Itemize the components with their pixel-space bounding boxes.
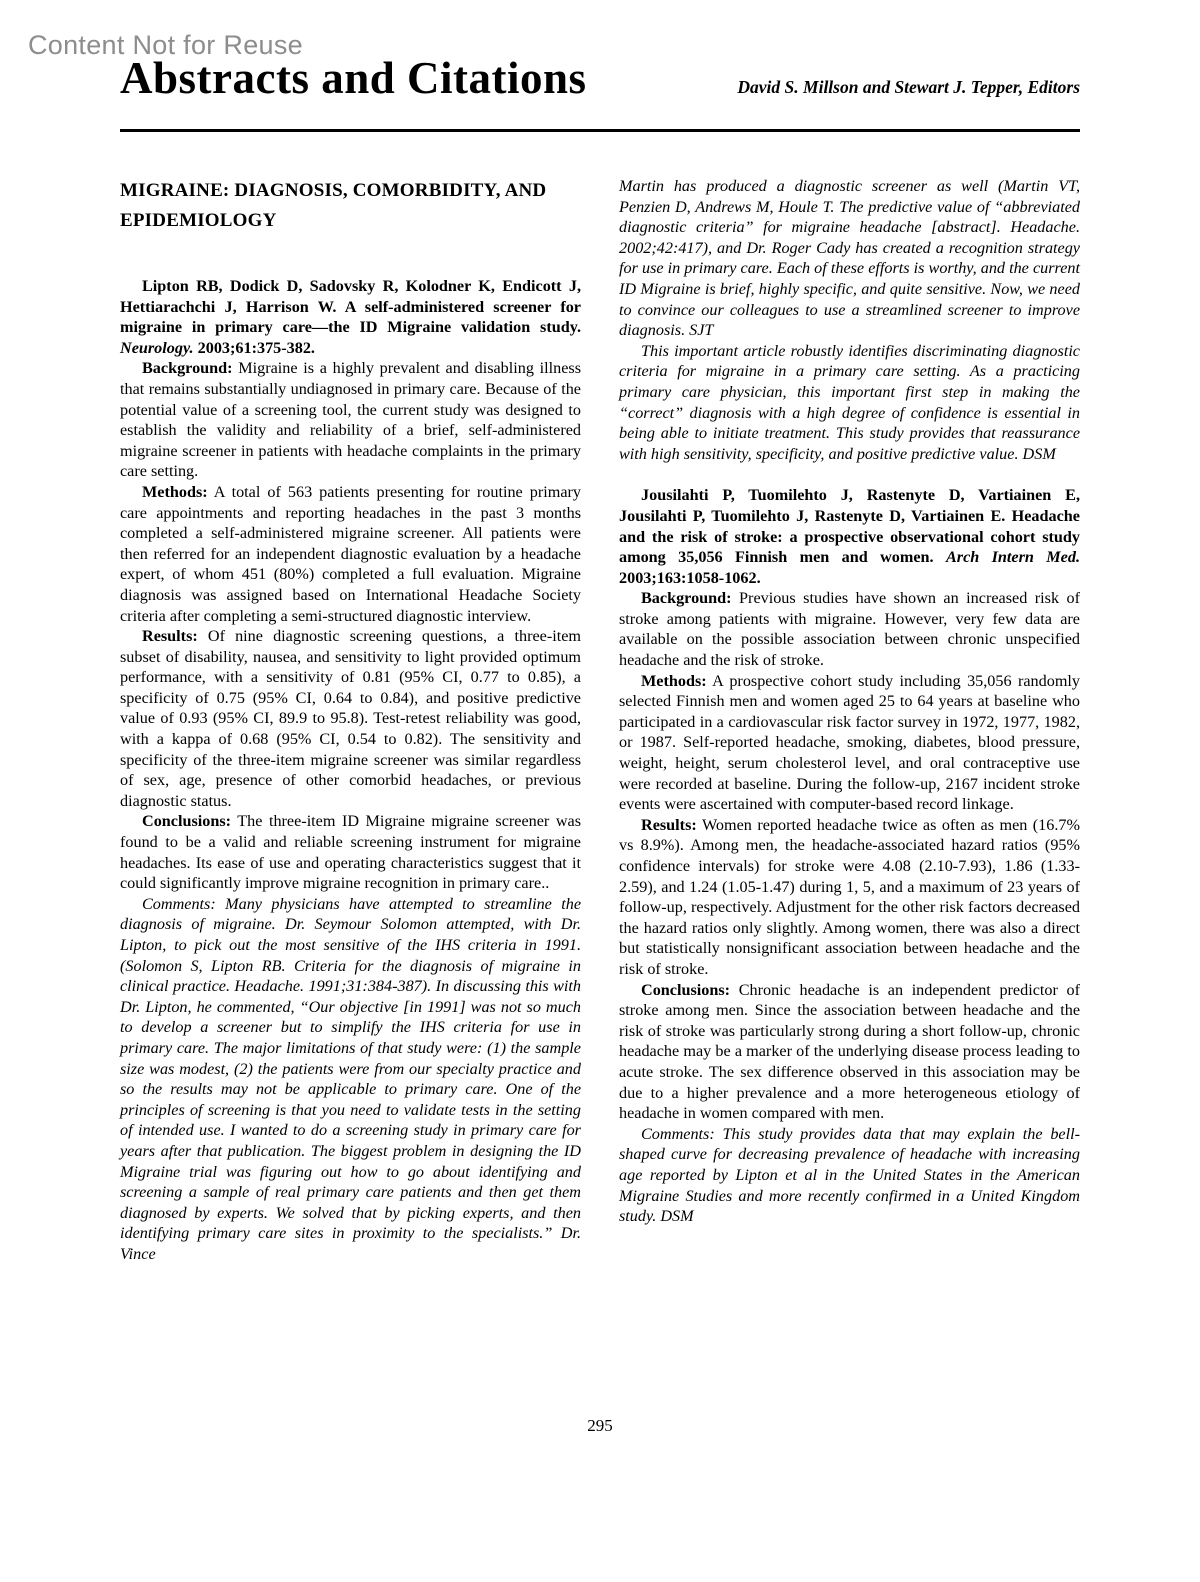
masthead [120,52,1080,104]
abstract2-background [619,588,1080,670]
article-body [120,176,1080,1265]
watermark-text: Content Not for Reuse [28,30,303,60]
results-label: Results: [142,627,198,646]
citation-2-authors-title: Jousilahti P, Tuomilehto J, Rastenyte D, Vartiainen E, Jousilahti P, Tuomilehto J, Rastenyte D, Vartiainen E. Headache and the risk of stroke: a prospective observational cohort study among 35,056 Finnish men and women. [619,486,1080,567]
citation-2-pages: 2003;163:1058-1062. [619,568,761,587]
conclusions-label: Conclusions: [142,812,232,831]
conclusions-text: Chronic headache is an independent predictor of stroke among men. Since the association between headache and the risk of stroke was particularly strong during a short follow-up, chronic headache may be a marker of the underlying disease process leading to acute stroke. The sex difference observed in this association may be due to a higher prevalence and a more heterogeneous etiology of headache in women compared with men. [619,980,1080,1123]
abstract1-methods [120,482,581,626]
citation-2 [619,485,1080,588]
conclusions-text: The three-item ID Migraine migraine screener was found to be a valid and reliable screening instrument for migraine headaches. Its ease of use and operating characteristics suggest that it could significantly improve migraine recognition in primary care.. [120,812,581,893]
methods-text: A total of 563 patients presenting for routine primary care appointments and reporting headaches in the past 3 months completed a self-administered migraine screener. All patients were then referred for an independent diagnostic evaluation by a headache expert, of whom 451 (80%) completed a full evaluation. Migraine diagnosis was assigned based on International Headache Society criteria after completing a semi-structured diagnostic interview. [120,482,581,625]
abstract2-methods [619,671,1080,815]
citation-1-pages: 2003;61:375-382. [197,338,315,357]
results-text: Of nine diagnostic screening questions, a three-item subset of disability, nausea, and sensitivity to light provided optimum performance, with a sensitivity of 0.81 (95% CI, 0.77 to 0.85), a specificity of 0.75 (95% CI, 0.64 to 0.84), and positive predictive value of 0.93 (95% CI, 89.9 to 95.8). Test-retest reliability was good, with a kappa of 0.68 (95% CI, 0.54 to 0.82). The sensitivity and specificity of the three-item migraine screener was similar regardless of sex, age, presence of other comorbid headaches, or previous diagnostic status. [120,627,581,810]
background-text: Previous studies have shown an increased risk of stroke among patients with migraine. However, very few data are available on the possible association between chronic unspecified headache and the risk of stroke. [619,589,1081,670]
citation-1-authors-title: Lipton RB, Dodick D, Sadovsky R, Kolodner K, Endicott J, Hettiarachchi J, Harrison W. A self-administered screener for migraine in primary care—the ID Migraine validation study. [120,277,581,337]
comments-text: Many physicians have attempted to streamline the diagnosis of migraine. Dr. Seymour Solomon attempted, with Dr. Lipton, to pick out the most sensitive of the IHS criteria in 1991. (Solomon S, Lipton RB. Criteria for the diagnosis of migraine in clinical practice. Headache. 1991;31:384-387). In discussing this with Dr. Lipton, he commented, “Our objective [in 1991] was not so much to develop a screener but to simplify the IHS criteria for use in primary care. The major limitations of that study were: (1) the sample size was modest, (2) the patients were from our specialty practice and so the results may not be applicable to primary care. One of the principles of screening is that you need to validate tests in the setting of intended use. I wanted to do a screening study in primary care for years after that publication. The biggest problem in designing the ID Migraine trial was figuring out how to go about identifying and screening a sample of real primary care patients and then get them diagnosed by experts. We solved that by picking experts, and then identifying primary care sites in proximity to the specialists.” Dr. Vince [120,894,581,1263]
comments-label: Comments: [142,894,216,913]
citation-1 [120,276,581,358]
citation-1-journal: Neurology. [120,338,194,357]
page-number: 295 [587,1416,613,1435]
results-label: Results: [641,815,697,834]
abstract2-conclusions [619,980,1080,1124]
abstract2-comments [619,1124,1080,1227]
comments-label: Comments: [641,1124,715,1143]
abstract1-comments-dsm: This important article robustly identifies discriminating diagnostic criteria for migraine in a primary care setting. As a practicing primary care physician, this important first step in making the “correct” diagnosis with a high degree of confidence is essential in being able to initiate treatment. This study provides that reassurance with high sensitivity, specificity, and positive predictive value. DSM [619,341,1080,463]
right-column [619,176,1080,1265]
abstract1-comments [120,894,581,1265]
abstract2-results [619,815,1080,980]
background-label: Background: [641,589,732,608]
background-text: Migraine is a highly prevalent and disabling illness that remains substantially undiagnosed in primary care. Because of the potential value of a screening tool, the current study was designed to establish the validity and reliability of a brief, self-administered migraine screener in patients with headache complaints in the primary care setting. [120,359,581,481]
abstract1-conclusions [120,811,581,893]
abstract1-background [120,358,581,482]
citation-2-journal: Arch Intern Med. [945,548,1080,567]
abstract1-results [120,626,581,811]
page-title: Abstracts and Citations [120,53,587,103]
abstract1-comments-continued: Martin has produced a diagnostic screener as well (Martin VT, Penzien D, Andrews M, Houle T. The predictive value of “abbreviated diagnostic criteria” for migraine headache [abstract]. Headache. 2002;42:417), and Dr. Roger Cady has created a recognition strategy for use in primary care. Each of these efforts is worthy, and the current ID Migraine is brief, highly specific, and quite sensitive. Now, we need to convince our colleagues to use a streamlined screener to improve diagnosis. SJT [619,177,1080,340]
methods-label: Methods: [641,671,707,690]
comments-text: This study provides data that may explain the bell-shaped curve for decreasing prevalence of headache with increasing age reported by Lipton et al in the United States in the American Migraine Studies and more recently confirmed in a United Kingdom study. DSM [619,1124,1080,1226]
results-text: Women reported headache twice as often as men (16.7% vs 8.9%). Among men, the headache-associated hazard ratios (95% confidence intervals) for stroke were 4.08 (2.10-7.93), 1.86 (1.33-2.59), and 1.24 (1.05-1.47) during 1, 5, and a maximum of 23 years of follow-up, respectively. Adjustment for the other risk factors decreased the hazard ratios only slightly. Among women, there was also a direct but statistically nonsignificant association between headache and the risk of stroke. [619,815,1080,978]
methods-label: Methods: [142,482,208,501]
background-label: Background: [142,359,233,378]
divider-rule [120,129,1080,132]
conclusions-label: Conclusions: [641,980,731,999]
methods-text: A prospective cohort study including 35,056 randomly selected Finnish men and women aged 25 to 64 years at baseline who participated in a cardiovascular risk factor survey in 1972, 1977, 1982, or 1987. Self-reported headache, smoking, diabetes, blood pressure, weight, height, serum cholesterol level, and oral contraceptive use were recorded at baseline. During the follow-up, 2167 incident stroke events were ascertained with computer-based record linkage. [619,671,1081,814]
section-heading: MIGRAINE: DIAGNOSIS, COMORBIDITY, AND EPIDEMIOLOGY [120,180,547,231]
left-column [120,176,581,1265]
editors-byline: David S. Millson and Stewart J. Tepper, Editors [737,77,1080,97]
